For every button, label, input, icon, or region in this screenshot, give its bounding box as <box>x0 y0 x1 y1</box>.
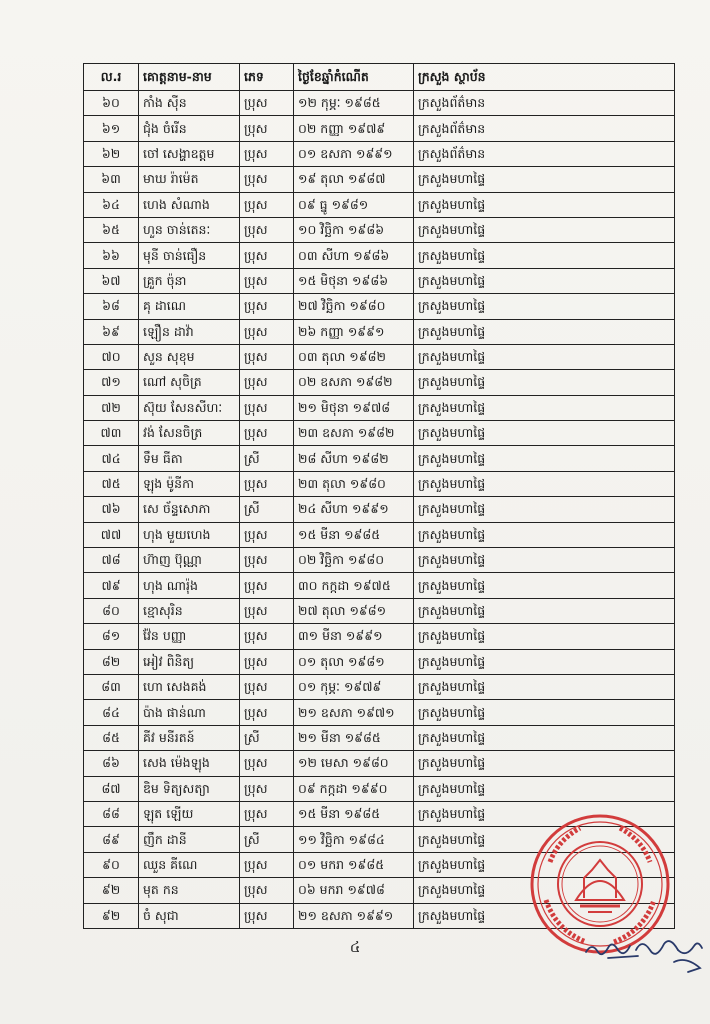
cell-name: គីវ មនីរតន៍ <box>139 725 240 750</box>
table-row <box>84 294 675 319</box>
table-row <box>84 446 675 471</box>
cell-date-of-birth: ២៣ ឧសភា ១៩៨២ <box>294 421 414 446</box>
cell-number: ៦៨ <box>84 294 139 319</box>
cell-ministry: ក្រសួងព័ត៌មាន <box>414 116 675 141</box>
cell-name: មុនី ចាន់ធឿន <box>139 243 240 268</box>
header-date-of-birth: ថ្ងៃខែឆ្នាំកំណើត <box>294 64 414 91</box>
cell-date-of-birth: ០២ កញ្ញា ១៩៧៩ <box>294 116 414 141</box>
table-row <box>84 649 675 674</box>
cell-name: ហួន ចាន់តេនៈ <box>139 217 240 242</box>
cell-number: ៨៤ <box>84 700 139 725</box>
cell-name: ប៉ាង ផាន់ណា <box>139 700 240 725</box>
table-row <box>84 624 675 649</box>
handwritten-signature-icon <box>578 928 708 976</box>
cell-ministry: ក្រសួងមហាផ្ទៃ <box>414 471 675 496</box>
cell-name: ឡុង ម៉ូនីកា <box>139 471 240 496</box>
cell-name: សេង ម៉េងឡុង <box>139 751 240 776</box>
cell-sex: ប្រុស <box>240 624 294 649</box>
cell-name: ចំ សុជា <box>139 903 240 928</box>
cell-ministry: ក្រសួងមហាផ្ទៃ <box>414 243 675 268</box>
cell-date-of-birth: ២១ ឧសភា ១៩៩១ <box>294 903 414 928</box>
cell-number: ៨៦ <box>84 751 139 776</box>
table-row <box>84 751 675 776</box>
cell-ministry: ក្រសួងមហាផ្ទៃ <box>414 294 675 319</box>
cell-number: ៦៧ <box>84 268 139 293</box>
cell-sex: ប្រុស <box>240 217 294 242</box>
cell-name: ជុំង ចំរើន <box>139 116 240 141</box>
table-row <box>84 141 675 166</box>
cell-sex: ប្រុស <box>240 268 294 293</box>
cell-sex: ប្រុស <box>240 801 294 826</box>
cell-name: គ្រួក ច៉ុនា <box>139 268 240 293</box>
cell-name: មាឃ រ៉ាម៉េត <box>139 167 240 192</box>
cell-name: សួន សុខុម <box>139 344 240 369</box>
cell-name: ខ្មោសុរិន <box>139 598 240 623</box>
cell-date-of-birth: ០៩ កក្កដា ១៩៩០ <box>294 776 414 801</box>
cell-ministry: ក្រសួងមហាផ្ទៃ <box>414 217 675 242</box>
cell-name: ហុង ណារ៉ុង <box>139 573 240 598</box>
cell-date-of-birth: ០១ តុលា ១៩៨១ <box>294 649 414 674</box>
header-number: ល.រ <box>84 64 139 91</box>
cell-number: ៦១ <box>84 116 139 141</box>
cell-number: ៨៧ <box>84 776 139 801</box>
cell-sex: ប្រុស <box>240 116 294 141</box>
cell-sex: ប្រុស <box>240 319 294 344</box>
cell-ministry: ក្រសួងព័ត៌មាន <box>414 141 675 166</box>
cell-ministry: ក្រសួងមហាផ្ទៃ <box>414 725 675 750</box>
cell-date-of-birth: ០៦ មករា ១៩៧៨ <box>294 878 414 903</box>
header-name: គោត្តនាម-នាម <box>139 64 240 91</box>
cell-number: ៩២ <box>84 903 139 928</box>
cell-sex: ប្រុស <box>240 91 294 116</box>
cell-name: វ៉ែន បញ្ញា <box>139 624 240 649</box>
cell-ministry: ក្រសួងមហាផ្ទៃ <box>414 903 675 928</box>
cell-number: ៦៤ <box>84 192 139 217</box>
table-row <box>84 344 675 369</box>
cell-date-of-birth: ០១ ឧសភា ១៩៩១ <box>294 141 414 166</box>
cell-sex: ប្រុស <box>240 573 294 598</box>
table-row <box>84 167 675 192</box>
cell-number: ៨២ <box>84 649 139 674</box>
cell-ministry: ក្រសួងមហាផ្ទៃ <box>414 497 675 522</box>
cell-number: ៦២ <box>84 141 139 166</box>
cell-date-of-birth: ១២ កុម្ភៈ ១៩៨៥ <box>294 91 414 116</box>
cell-number: ៨៣ <box>84 674 139 699</box>
table-row <box>84 598 675 623</box>
cell-sex: ប្រុស <box>240 751 294 776</box>
header-ministry: ក្រសួង ស្ថាប័ន <box>414 64 675 91</box>
cell-ministry: ក្រសួងមហាផ្ទៃ <box>414 878 675 903</box>
cell-ministry: ក្រសួងមហាផ្ទៃ <box>414 395 675 420</box>
cell-name: មុត កន <box>139 878 240 903</box>
cell-name: ស៊ុយ សែនសីហៈ <box>139 395 240 420</box>
cell-ministry: ក្រសួងមហាផ្ទៃ <box>414 649 675 674</box>
cell-number: ៧៨ <box>84 548 139 573</box>
cell-date-of-birth: ០៣ តុលា ១៩៨២ <box>294 344 414 369</box>
table-row <box>84 522 675 547</box>
cell-number: ៦០ <box>84 91 139 116</box>
cell-ministry: ក្រសួងមហាផ្ទៃ <box>414 192 675 217</box>
cell-number: ៨៨ <box>84 801 139 826</box>
cell-name: អៀវ ពិនិត្យ <box>139 649 240 674</box>
cell-number: ៨០ <box>84 598 139 623</box>
cell-number: ៩០ <box>84 852 139 877</box>
cell-date-of-birth: ២១ មីនា ១៩៨៥ <box>294 725 414 750</box>
cell-ministry: ក្រសួងមហាផ្ទៃ <box>414 624 675 649</box>
cell-sex: ប្រុស <box>240 192 294 217</box>
table-row <box>84 268 675 293</box>
cell-ministry: ក្រសួងមហាផ្ទៃ <box>414 674 675 699</box>
cell-date-of-birth: ០១ មករា ១៩៨៥ <box>294 852 414 877</box>
cell-ministry: ក្រសួងមហាផ្ទៃ <box>414 751 675 776</box>
table-row <box>84 370 675 395</box>
cell-sex: ប្រុស <box>240 421 294 446</box>
cell-number: ៧២ <box>84 395 139 420</box>
table-row <box>84 217 675 242</box>
cell-date-of-birth: ១២ មេសា ១៩៨០ <box>294 751 414 776</box>
cell-name: គុ ដាណេ <box>139 294 240 319</box>
cell-ministry: ក្រសួងមហាផ្ទៃ <box>414 167 675 192</box>
cell-name: សេ ច័ន្ទសោភា <box>139 497 240 522</box>
cell-date-of-birth: ១៥ មីនា ១៩៨៥ <box>294 801 414 826</box>
table-row <box>84 91 675 116</box>
table-row <box>84 319 675 344</box>
cell-ministry: ក្រសួងមហាផ្ទៃ <box>414 268 675 293</box>
cell-date-of-birth: ០៣ សីហា ១៩៨៦ <box>294 243 414 268</box>
cell-sex: ប្រុស <box>240 674 294 699</box>
cell-number: ៧៩ <box>84 573 139 598</box>
cell-date-of-birth: ១៩ តុលា ១៩៨៧ <box>294 167 414 192</box>
cell-ministry: ក្រសួងមហាផ្ទៃ <box>414 522 675 547</box>
cell-sex: ប្រុស <box>240 395 294 420</box>
cell-name: ហ៊ាញ ប៊ុណ្ណា <box>139 548 240 573</box>
table-row <box>84 471 675 496</box>
cell-name: ញឹក ដានី <box>139 827 240 852</box>
cell-date-of-birth: ២៧ វិច្ឆិកា ១៩៨០ <box>294 294 414 319</box>
cell-sex: ប្រុស <box>240 776 294 801</box>
cell-ministry: ក្រសួងមហាផ្ទៃ <box>414 421 675 446</box>
cell-ministry: ក្រសួងមហាផ្ទៃ <box>414 446 675 471</box>
cell-sex: ប្រុស <box>240 852 294 877</box>
cell-date-of-birth: ២៦ កញ្ញា ១៩៩១ <box>294 319 414 344</box>
table-row <box>84 725 675 750</box>
cell-number: ៦៦ <box>84 243 139 268</box>
cell-name: ហេង សំណាង <box>139 192 240 217</box>
page-number: ៤ <box>349 938 361 956</box>
cell-date-of-birth: ១៥ មីនា ១៩៨៥ <box>294 522 414 547</box>
cell-sex: ប្រុស <box>240 649 294 674</box>
cell-sex: ប្រុស <box>240 903 294 928</box>
table-body <box>84 91 675 929</box>
cell-sex: ប្រុស <box>240 370 294 395</box>
cell-number: ៧១ <box>84 370 139 395</box>
cell-number: ៩២ <box>84 878 139 903</box>
table-row <box>84 497 675 522</box>
cell-date-of-birth: ១៥ មិថុនា ១៩៨៦ <box>294 268 414 293</box>
cell-name: ឡុត ឡើយ <box>139 801 240 826</box>
cell-ministry: ក្រសួងមហាផ្ទៃ <box>414 700 675 725</box>
cell-date-of-birth: ០២ វិច្ឆិកា ១៩៨០ <box>294 548 414 573</box>
cell-date-of-birth: ៣១ មីនា ១៩៩១ <box>294 624 414 649</box>
table-row <box>84 395 675 420</box>
cell-ministry: ក្រសួងមហាផ្ទៃ <box>414 344 675 369</box>
cell-number: ៧៤ <box>84 446 139 471</box>
table-row <box>84 776 675 801</box>
table-row <box>84 116 675 141</box>
cell-date-of-birth: ១១ វិច្ឆិកា ១៩៨៤ <box>294 827 414 852</box>
cell-ministry: ក្រសួងមហាផ្ទៃ <box>414 573 675 598</box>
cell-name: ណៅ សុចិត្រ <box>139 370 240 395</box>
cell-sex: ប្រុស <box>240 344 294 369</box>
table-row <box>84 674 675 699</box>
cell-name: ឡឿន ដាវ៉ា <box>139 319 240 344</box>
cell-sex: ប្រុស <box>240 700 294 725</box>
cell-sex: ប្រុស <box>240 548 294 573</box>
cell-sex: ប្រុស <box>240 878 294 903</box>
cell-number: ៦៩ <box>84 319 139 344</box>
cell-sex: ប្រុស <box>240 243 294 268</box>
cell-ministry: ក្រសួងមហាផ្ទៃ <box>414 776 675 801</box>
cell-number: ៧៦ <box>84 497 139 522</box>
cell-sex: ប្រុស <box>240 471 294 496</box>
cell-ministry: ក្រសួងមហាផ្ទៃ <box>414 598 675 623</box>
cell-ministry: ក្រសួងមហាផ្ទៃ <box>414 548 675 573</box>
cell-number: ៧៣ <box>84 421 139 446</box>
cell-ministry: ក្រសួងមហាផ្ទៃ <box>414 827 675 852</box>
cell-date-of-birth: ០២ ឧសភា ១៩៨២ <box>294 370 414 395</box>
cell-date-of-birth: ២៤ សីហា ១៩៩១ <box>294 497 414 522</box>
cell-date-of-birth: ២៨ សីហា ១៩៨២ <box>294 446 414 471</box>
cell-sex: ស្រី <box>240 446 294 471</box>
cell-name: ទឹម ធីតា <box>139 446 240 471</box>
cell-date-of-birth: ២១ ឧសភា ១៩៧១ <box>294 700 414 725</box>
cell-sex: ប្រុស <box>240 141 294 166</box>
cell-name: ឈួន គីណេ <box>139 852 240 877</box>
cell-number: ៧៥ <box>84 471 139 496</box>
cell-sex: ប្រុស <box>240 522 294 547</box>
cell-sex: ប្រុស <box>240 294 294 319</box>
cell-number: ៨១ <box>84 624 139 649</box>
cell-date-of-birth: ២៧ តុលា ១៩៨១ <box>294 598 414 623</box>
header-sex: ភេទ <box>240 64 294 91</box>
cell-date-of-birth: ៣០ កក្កដា ១៩៧៥ <box>294 573 414 598</box>
cell-number: ៨៩ <box>84 827 139 852</box>
cell-number: ៦៥ <box>84 217 139 242</box>
cell-date-of-birth: ០១ កុម្ភៈ ១៩៧៩ <box>294 674 414 699</box>
cell-ministry: ក្រសួងមហាផ្ទៃ <box>414 370 675 395</box>
cell-ministry: ក្រសួងព័ត៌មាន <box>414 91 675 116</box>
cell-name: កាំង ស៊ីន <box>139 91 240 116</box>
cell-sex: ប្រុស <box>240 598 294 623</box>
cell-sex: ស្រី <box>240 725 294 750</box>
cell-name: វង់ សែនចិត្រ <box>139 421 240 446</box>
cell-number: ៨៥ <box>84 725 139 750</box>
cell-ministry: ក្រសួងមហាផ្ទៃ <box>414 801 675 826</box>
table-row <box>84 548 675 573</box>
table-row <box>84 192 675 217</box>
cell-name: ឌិម ទិត្យសត្យា <box>139 776 240 801</box>
cell-date-of-birth: ១០ វិច្ឆិកា ១៩៨៦ <box>294 217 414 242</box>
table-row <box>84 243 675 268</box>
cell-number: ៧០ <box>84 344 139 369</box>
cell-number: ៧៧ <box>84 522 139 547</box>
cell-date-of-birth: ០៩ ធ្នូ ១៩៨១ <box>294 192 414 217</box>
cell-date-of-birth: ២១ មិថុនា ១៩៧៨ <box>294 395 414 420</box>
cell-sex: ស្រី <box>240 827 294 852</box>
table-header-row <box>84 64 675 91</box>
cell-name: ហោ សេងគង់ <box>139 674 240 699</box>
cell-name: ហុង មួយហេង <box>139 522 240 547</box>
table-row <box>84 700 675 725</box>
cell-sex: ស្រី <box>240 497 294 522</box>
cell-ministry: ក្រសួងមហាផ្ទៃ <box>414 852 675 877</box>
cell-name: ចៅ សេង្ហាឧត្តម <box>139 141 240 166</box>
table-row <box>84 421 675 446</box>
table-row <box>84 573 675 598</box>
cell-number: ៦៣ <box>84 167 139 192</box>
cell-date-of-birth: ២៣ តុលា ១៩៨០ <box>294 471 414 496</box>
cell-sex: ប្រុស <box>240 167 294 192</box>
cell-ministry: ក្រសួងមហាផ្ទៃ <box>414 319 675 344</box>
personnel-table <box>83 63 675 929</box>
